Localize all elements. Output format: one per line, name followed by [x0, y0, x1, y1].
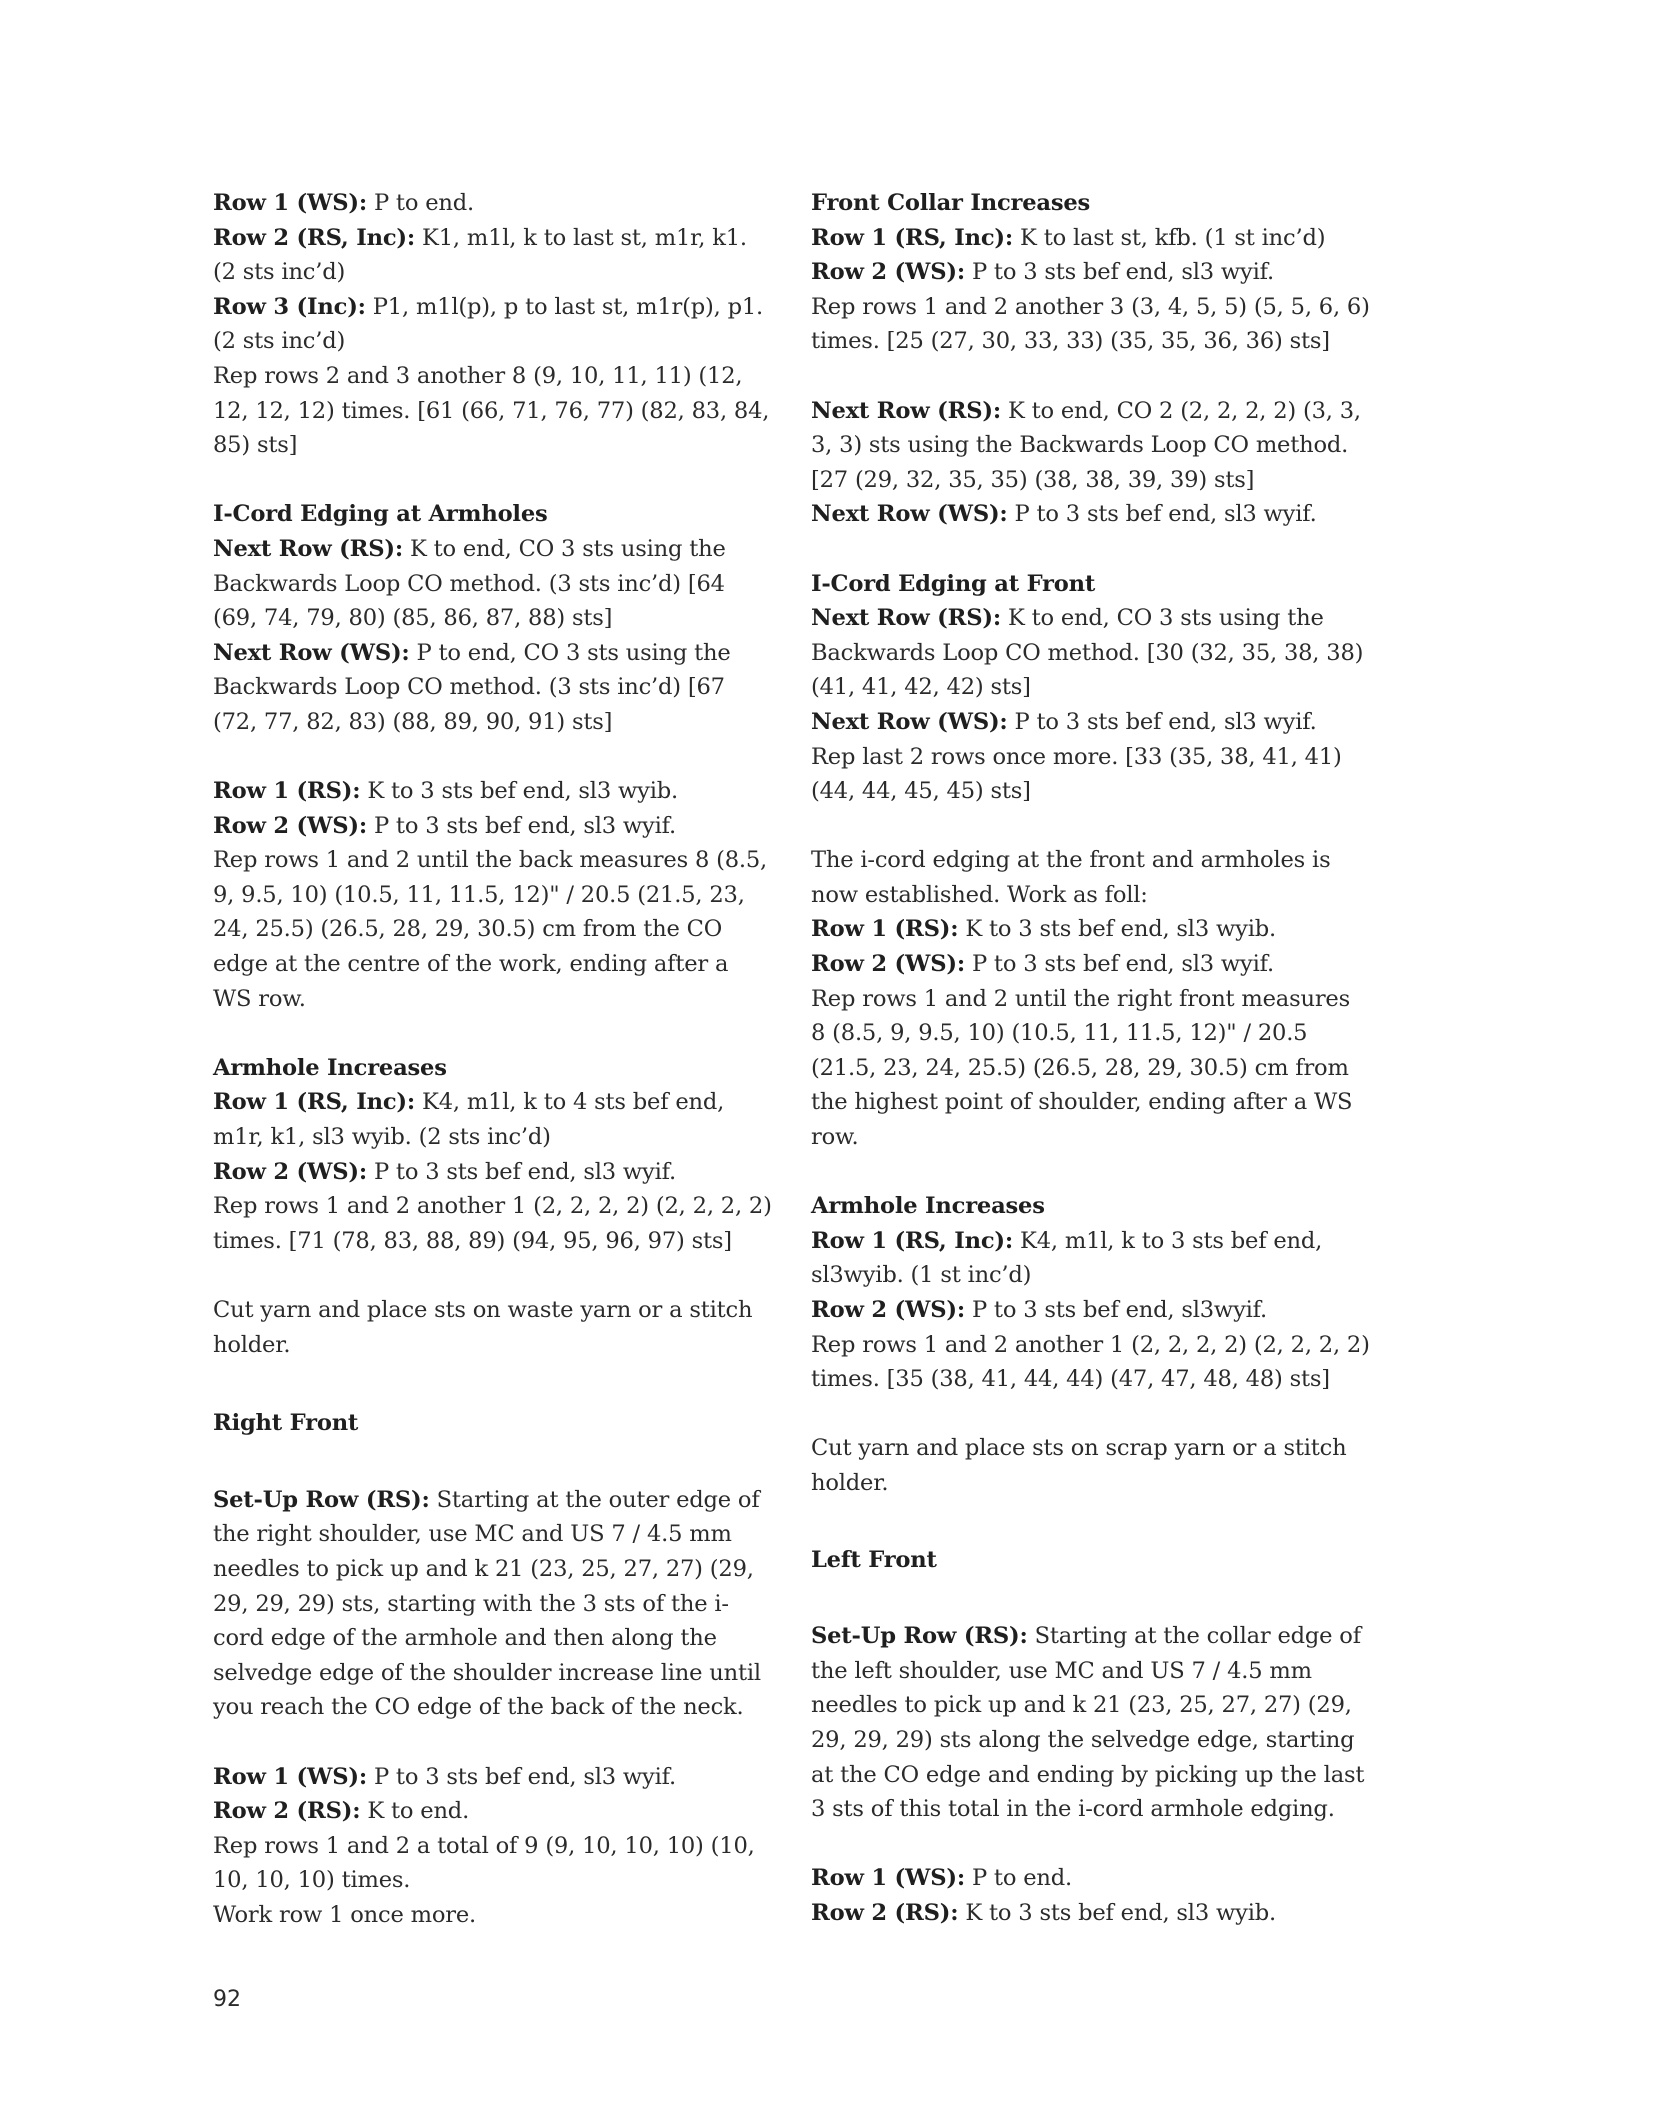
instruction-row: Row 1 (RS, Inc): K4, m1l, k to 3 sts bef end, sl3wyib. (1 st inc’d) — [811, 1227, 1323, 1289]
setup-row: Set-Up Row (RS): Starting at the collar edge of the left shoulder, use MC and US 7 / 4.5 mm needles to pick up and k 21 (23, 25, 27, 27) (29, 29, 29, 29) sts along the selvedge edge, starting at the CO edge and ending by picking up the last 3 sts of this total in the i-cord armhole edging. — [811, 1623, 1365, 1823]
instruction-row: Rep rows 1 and 2 until the right front measures 8 (8.5, 9, 9.5, 10) (10.5, 11, 11.5, 12)" / 20.5 (21.5, 23, 24, 25.5) (26.5, 28, 29, 30.5) cm from the highest point of shoulder, ending after a WS row. — [811, 985, 1353, 1151]
instruction-row: Row 3 (Inc): P1, m1l(p), p to last st, m1r(p), p1. (2 sts inc’d) — [213, 293, 764, 355]
left-column — [213, 186, 773, 1933]
instruction-row: Rep rows 2 and 3 another 8 (9, 10, 11, 11) (12, 12, 12, 12) times. [61 (66, 71, 76, 77) (82, 83, 84, 85) sts] — [213, 362, 770, 459]
instruction-row: Row 1 (RS): K to 3 sts bef end, sl3 wyib. — [213, 778, 678, 805]
page-number: 92 — [213, 1987, 241, 2012]
cut-yarn-note: Cut yarn and place sts on waste yarn or a stitch holder. — [213, 1297, 753, 1358]
instruction-row: Row 2 (RS): K to end. — [213, 1798, 470, 1825]
instruction-row: Row 1 (RS): K to 3 sts bef end, sl3 wyib. — [811, 916, 1276, 943]
instruction-row: Next Row (RS): K to end, CO 3 sts using the Backwards Loop CO method. (3 sts inc’d) [64 (69, 74, 79, 80) (85, 86, 87, 88) sts] — [213, 535, 726, 632]
instruction-row: Row 2 (WS): P to 3 sts bef end, sl3wyif. — [811, 1297, 1267, 1323]
instruction-row: Rep rows 1 and 2 another 3 (3, 4, 5, 5) (5, 5, 6, 6) times. [25 (27, 30, 33, 33) (35, 35, 36, 36) sts] — [811, 293, 1370, 355]
instruction-row: Row 2 (WS): P to 3 sts bef end, sl3 wyif. — [213, 1158, 676, 1185]
instruction-row: Rep rows 1 and 2 another 1 (2, 2, 2, 2) (2, 2, 2, 2) times. [35 (38, 41, 44, 44) (47, 47, 48, 48) sts] — [811, 1331, 1370, 1393]
major-heading-left-front: Left Front — [811, 1546, 937, 1573]
established-intro: The i-cord edging at the front and armholes is now established. Work as foll: — [811, 847, 1331, 908]
right-column — [811, 186, 1371, 1931]
instruction-row: Rep last 2 rows once more. [33 (35, 38, 41, 41) (44, 44, 45, 45) sts] — [811, 743, 1342, 805]
instruction-row: Row 2 (WS): P to 3 sts bef end, sl3 wyif. — [213, 812, 676, 839]
instruction-row: Rep rows 1 and 2 another 1 (2, 2, 2, 2) (2, 2, 2, 2) times. [71 (78, 83, 88, 89) (94, 95, 96, 97) sts] — [213, 1193, 772, 1254]
major-heading-right-front: Right Front — [213, 1410, 359, 1437]
instruction-row: Next Row (WS): P to end, CO 3 sts using the Backwards Loop CO method. (3 sts inc’d) [67 (72, 77, 82, 83) (88, 89, 90, 91) sts] — [213, 639, 731, 735]
instruction-row: Row 2 (WS): P to 3 sts bef end, sl3 wyif. — [811, 951, 1274, 978]
instruction-row: Next Row (WS): P to 3 sts bef end, sl3 wyif. — [811, 708, 1317, 735]
section-heading-front-collar: Front Collar Increases — [811, 190, 1091, 216]
instruction-row: Work row 1 once more. — [213, 1901, 476, 1928]
instruction-row: Row 1 (RS, Inc): K to last st, kfb. (1 st inc’d) — [811, 224, 1326, 251]
instruction-row: Row 2 (RS, Inc): K1, m1l, k to last st, m1r, k1. (2 sts inc’d) — [213, 224, 747, 286]
cut-yarn-note: Cut yarn and place sts on scrap yarn or a stitch holder. — [811, 1435, 1347, 1496]
instruction-row: Rep rows 1 and 2 until the back measures 8 (8.5, 9, 9.5, 10) (10.5, 11, 11.5, 12)" / 20.5 (21.5, 23, 24, 25.5) (26.5, 28, 29, 30.5) cm from the CO edge at the centre of the work, ending after a WS row. — [213, 847, 768, 1012]
instruction-row: Next Row (RS): K to end, CO 2 (2, 2, 2, 2) (3, 3, 3, 3) sts using the Backwards Loop CO method. [27 (29, 32, 35, 35) (38, 38, 39, 39) sts] — [811, 397, 1361, 493]
instruction-row: Rep rows 1 and 2 a total of 9 (9, 10, 10, 10) (10, 10, 10, 10) times. — [213, 1832, 755, 1894]
section-heading-icord-armholes: I-Cord Edging at Armholes — [213, 501, 548, 528]
instruction-row: Row 2 (RS): K to 3 sts bef end, sl3 wyib. — [811, 1899, 1276, 1926]
instruction-row: Next Row (RS): K to end, CO 3 sts using the Backwards Loop CO method. [30 (32, 35, 38, 38) (41, 41, 42, 42) sts] — [811, 605, 1364, 701]
instruction-row: Row 1 (WS): P to end. — [213, 190, 474, 216]
instruction-row: Row 1 (RS, Inc): K4, m1l, k to 4 sts bef end, m1r, k1, sl3 wyib. (2 sts inc’d) — [213, 1089, 725, 1151]
instruction-row: Row 1 (WS): P to 3 sts bef end, sl3 wyif. — [213, 1763, 676, 1790]
instruction-row: Next Row (WS): P to 3 sts bef end, sl3 wyif. — [811, 501, 1317, 528]
section-heading-armhole-increases: Armhole Increases — [811, 1193, 1045, 1220]
instruction-row: Row 1 (WS): P to end. — [811, 1865, 1072, 1892]
section-heading-armhole-increases: Armhole Increases — [213, 1054, 447, 1081]
instruction-row: Row 2 (WS): P to 3 sts bef end, sl3 wyif. — [811, 259, 1274, 286]
setup-row: Set-Up Row (RS): Starting at the outer edge of the right shoulder, use MC and US 7 / 4.5 mm needles to pick up and k 21 (23, 25, 27, 27) (29, 29, 29, 29) sts, starting with the 3 sts of the i-cord edge of the armhole and then along the selvedge edge of the shoulder increase line until you reach the CO edge of the back of the neck. — [213, 1486, 761, 1721]
section-heading-icord-front: I-Cord Edging at Front — [811, 570, 1096, 597]
